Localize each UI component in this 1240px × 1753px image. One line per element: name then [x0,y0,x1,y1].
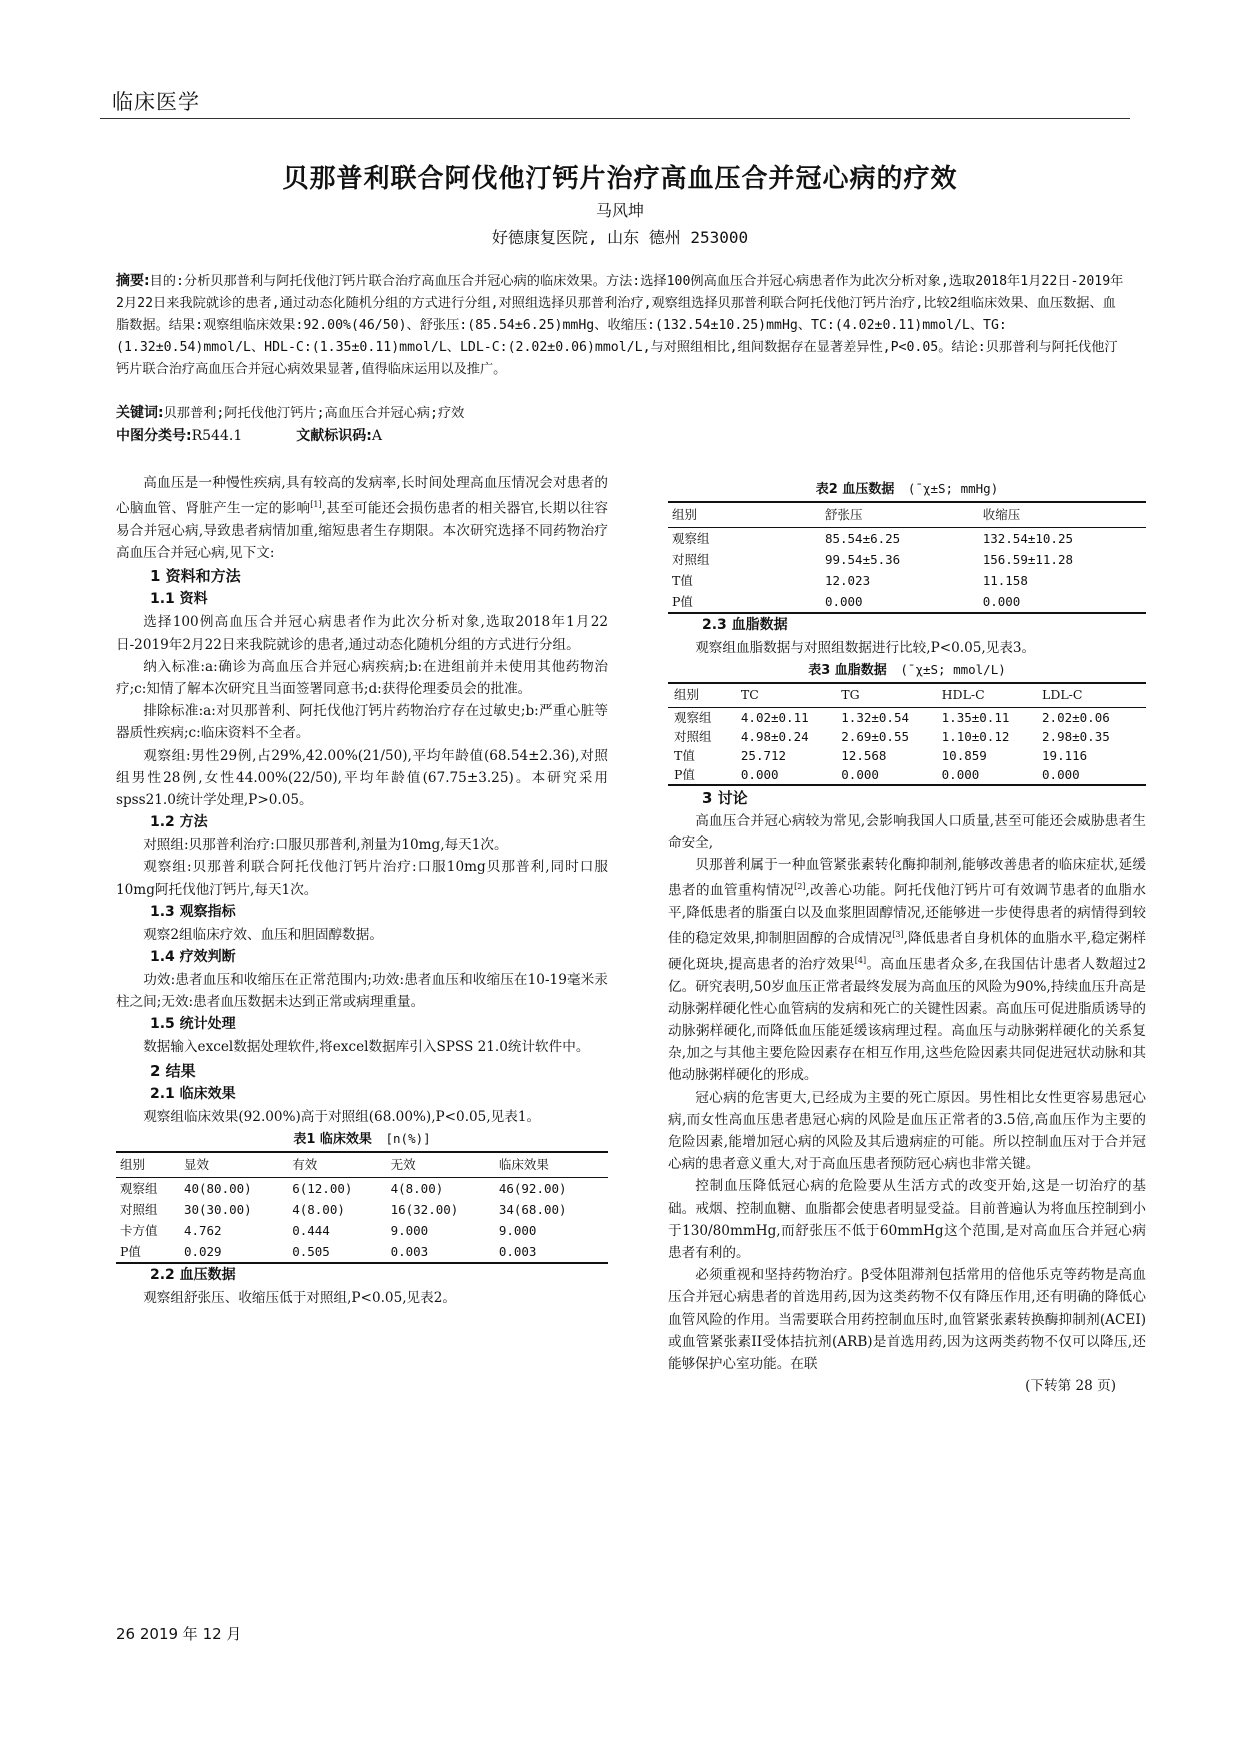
subsection-heading: 1.3 观察指标 [150,903,236,920]
table-row: 对照组 4.98±0.24 2.69±0.55 1.10±0.12 2.98±0.35 [674,728,1110,744]
table-row: P值 0.000 0.000 0.000 0.000 [668,765,1146,785]
citation: [1] [310,500,322,510]
paragraph: 功效:患者血压和收缩压在正常范围内;功效:患者血压和收缩压在10-19毫米汞柱之间;无效:患者血压数据未达到正常或病理重量。 [116,971,608,1011]
article-author: 马风坤 [595,201,644,220]
left-column [116,472,608,1309]
paragraph: 冠心病的危害更大,已经成为主要的死亡原因。男性相比女性更容易患冠心病,而女性高血压患者患冠心病的风险是血压正常者的3.5倍,高血压作为主要的危险因素,能增加冠心病的风险及其后遗病症的可能。所以控制血压对于合并冠心病的患者意义重大,对于高血压患者预防冠心病也非常关键。 [668,1089,1146,1173]
abstract-text: 目的:分析贝那普利与阿托伐他汀钙片联合治疗高血压合并冠心病的临床效果。方法:选择100例高血压合并冠心病患者作为此次分析对象,选取2018年1月22日-2019年2月22日来我院就诊的患者,通过动态化随机分组的方式进行分组,对照组选择贝那普利治疗,观察组选择贝那普利联合阿托伐他汀钙片治疗,比较2组临床效果、血压数据、血脂数据。结果:观察组临床效果:92.00%(46/50)、舒张压:(85.54±6.25)mmHg、收缩压:(132.54±10.25)mmHg、TC:(4.02±0.11)mmol/L、TG:(1.32±0.54)mmol/L、HDL-C:(1.35±0.11)mmol/L、LDL-C:(2.02±0.06)mmol/L,与对照组相比,组间数据存在显著差异性,P<0.05。结论:贝那普利与阿托伐他汀钙片联合治疗高血压合并冠心病效果显著,值得临床运用以及推广。 [116,274,1124,377]
table-row: 观察组 85.54±6.25 132.54±10.25 [672,531,1073,547]
table1 [116,1151,608,1264]
abstract-label: 摘要: [116,273,150,289]
subsection-heading: 2.3 血脂数据 [702,617,788,634]
subsection-heading: 1.5 统计处理 [150,1016,236,1033]
table-row: 对照组 30(30.00) 4(8.00) 16(32.00) 34(68.00) [120,1202,567,1217]
keywords [116,402,1128,425]
paragraph: 排除标准:a:对贝那普利、阿托伐他汀钙片药物治疗存在过敏史;b:严重心脏等器质性疾病;c:临床资料不全者。 [116,703,608,742]
paragraph: 观察组临床效果(92.00%)高于对照组(68.00%),P<0.05,见表1。 [143,1108,541,1125]
paragraph: 纳入标准:a:确诊为高血压合并冠心病疾病;b:在进组前并未使用其他药物治疗;c:知情了解本次研究且当面签署同意书;d:获得伦理委员会的批准。 [116,658,608,697]
table-row: P值 0.029 0.505 0.003 0.003 [116,1241,608,1263]
subsection-heading: 2.1 临床效果 [150,1085,236,1102]
subsection-heading: 1.2 方法 [150,814,208,831]
classification [116,425,1128,447]
section-heading: 1 资料和方法 [150,567,241,586]
table-row: 观察组 4.02±0.11 1.32±0.54 1.35±0.11 2.02±0.06 [674,709,1110,725]
table-header-row: 组别 TC TG HDL-C LDL-C [668,683,1146,707]
table1-caption: 表1 临床效果 [n(%)] [293,1130,431,1147]
continued-note: (下转第 28 页) [1025,1378,1116,1395]
paragraph: 高血压合并冠心病较为常见,会影响我国人口质量,甚至可能还会威胁患者生命安全, [668,812,1146,851]
paragraph: 贝那普利属于一种血管紧张素转化酶抑制剂,能够改善患者的临床症状,延缓患者的血管重构情况[2],改善心功能。阿托伐他汀钙片可有效调节患者的血脂水平,降低患者的脂蛋白以及血浆胆固醇情况,还能够进一步使得患者的病情得到较佳的稳定效果,抑制胆固醇的合成情况[3],降低患者自身机体的血脂水平,稳定粥样硬化斑块,提高患者的治疗效果[4]。高血压患者众多,在我国估计患者人数超过2亿。研究表明,50岁血压正常者最终发展为高血压的风险为90%,持续血压升高是动脉粥样硬化性心血管病的发病和死亡的关键性因素。高血压可促进脂质诱导的动脉粥样硬化,而降低血压能延缓该病理过程。高血压与动脉粥样硬化的关系复杂,加之与其他主要危险因素存在相互作用,这些危险因素共同促进冠状动脉和其他动脉粥样硬化的形成。 [668,857,1147,1084]
paragraph: 必须重视和坚持药物治疗。β受体阻滞剂包括常用的倍他乐克等药物是高血压合并冠心病患者的首选用药,因为这类药物不仅有降压作用,还有明确的降低心血管风险的作用。当需要联合用药控制血压时,血管紧张素转换酶抑制剂(ACEI)或血管紧张素II受体拮抗剂(ARB)是首选用药,因为这两类药物不仅可以降压,还能够保护心室功能。在联 [668,1267,1146,1373]
class-label: 中图分类号: [116,428,192,444]
table-row: 对照组 99.54±5.36 156.59±11.28 [672,552,1073,568]
paragraph: 数据输入excel数据处理软件,将excel数据库引入SPSS 21.0统计软件中。 [143,1039,590,1056]
table3 [668,682,1146,785]
citation: [4] [854,955,867,965]
header-rule [100,118,1130,119]
intro-paragraph: 高血压是一种慢性疾病,具有较高的发病率,长时间处理高血压情况会对患者的心脑血管、肾脏产生一定的影响[1],甚至可能还会损伤患者的相关器官,长期以往容易合并冠心病,导致患者病情加重,缩短患者生存期限。本次研究选择不同药物治疗高血压合并冠心病,见下文: [116,475,609,562]
paragraph: 控制血压降低冠心病的危险要从生活方式的改变开始,这是一切治疗的基础。戒烟、控制血糖、血脂都会使患者明显受益。目前普遍认为将血压控制到小于130/80mmHg,而舒张压不低于60mmHg这个范围,是对高血压合并冠心病患者有利的。 [668,1178,1146,1262]
keywords-text: 贝那普利;阿托伐他汀钙片;高血压合并冠心病;疗效 [163,406,465,421]
paragraph: 观察2组临床疗效、血压和胆固醇数据。 [143,926,383,943]
article-affiliation: 好德康复医院, 山东 德州 253000 [491,228,749,247]
section-heading: 2 结果 [150,1061,196,1080]
table-row: 观察组 40(80.00) 6(12.00) 4(8.00) 46(92.00) [120,1181,567,1196]
subsection-heading: 1.1 资料 [150,591,208,608]
journal-section-title: 临床医学 [112,90,200,114]
paragraph: 观察组舒张压、收缩压低于对照组,P<0.05,见表2。 [143,1290,456,1306]
table-header-row: 组别 舒张压 收缩压 [668,502,1146,528]
doc-code-value: A [371,428,382,444]
right-column [668,478,1146,1397]
doc-code-label: 文献标识码: [296,428,372,444]
abstract [116,270,1128,381]
page-footer: 26 2019 年 12 月 [116,1625,242,1643]
paragraph: 选择100例高血压合并冠心病患者作为此次分析对象,选取2018年1月22日-2019年2月22日来我院就诊的患者,通过动态化随机分组的方式进行分组。 [116,614,608,653]
keywords-label: 关键词: [116,405,164,421]
table-row: T值 25.712 12.568 10.859 19.116 [674,747,1088,763]
class-value: R544.1 [191,428,243,444]
table2-caption: 表2 血压数据 (¯χ±S; mmHg) [815,481,999,497]
table3-caption: 表3 血脂数据 (¯χ±S; mmol/L) [808,662,1006,679]
paragraph: 观察组血脂数据与对照组数据进行比较,P<0.05,见表3。 [695,640,1036,657]
section-heading: 3 讨论 [702,788,748,807]
citation: [2] [794,882,806,892]
subsection-heading: 1.4 疗效判断 [150,948,236,965]
table-row: 卡方值 4.762 0.444 9.000 9.000 [120,1223,537,1238]
table-row: P值 0.000 0.000 [668,591,1146,613]
table2 [668,501,1146,614]
paragraph: 观察组:男性29例,占29%,42.00%(21/50),平均年龄值(68.54±2.36),对照组男性28例,女性44.00%(22/50),平均年龄值(67.75±3.25)。本研究采用spss21.0统计学处理,P>0.05。 [116,747,608,808]
subsection-heading: 2.2 血压数据 [150,1267,236,1283]
citation: [3] [892,930,904,940]
paragraph: 观察组:贝那普利联合阿托伐他汀钙片治疗:口服10mg贝那普利,同时口服10mg阿托伐他汀钙片,每天1次。 [116,859,608,898]
table-header-row: 组别 显效 有效 无效 临床效果 [116,1152,608,1178]
table-row: T值 12.023 11.158 [672,573,1028,589]
paragraph: 对照组:贝那普利治疗:口服贝那普利,剂量为10mg,每天1次。 [143,837,508,854]
article-title: 贝那普利联合阿伐他汀钙片治疗高血压合并冠心病的疗效 [282,164,958,194]
